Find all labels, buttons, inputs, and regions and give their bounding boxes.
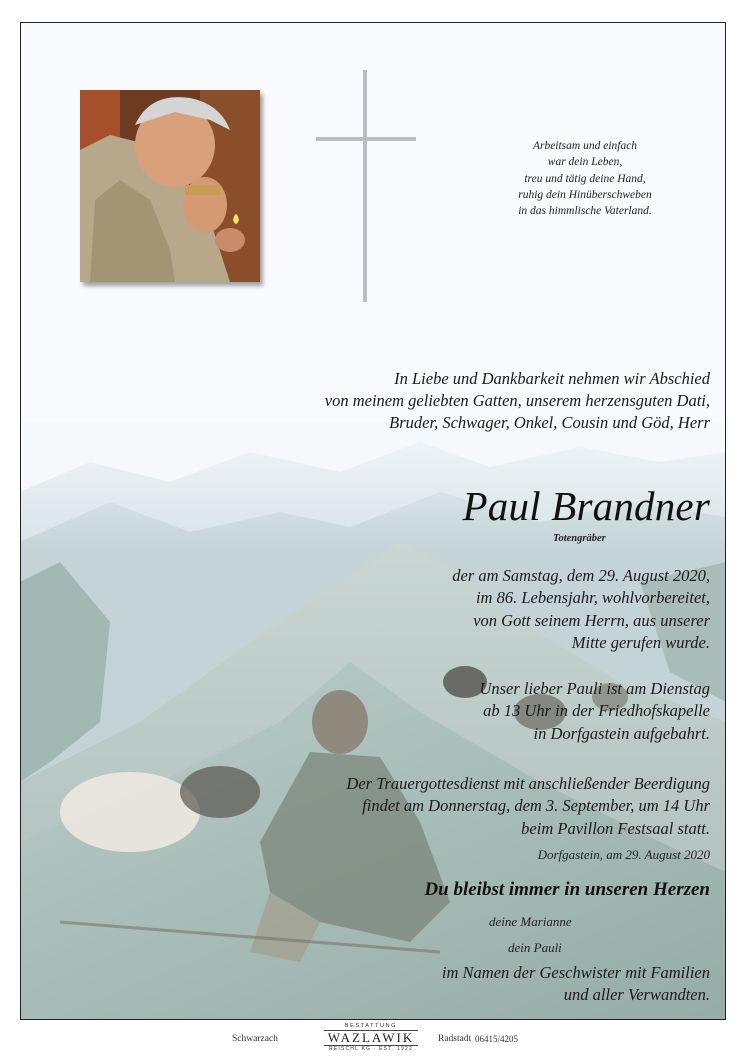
logo-top-text: BESTATTUNG: [344, 1023, 398, 1029]
viewing-info: [250, 678, 710, 745]
cross-icon: [316, 70, 416, 302]
logo-name: WAZLAWIK: [324, 1030, 418, 1046]
deceased-name: Paul Brandner: [462, 483, 710, 529]
funeral-info: [250, 773, 710, 840]
death-notice: [250, 565, 710, 654]
family-closing: [310, 962, 710, 1006]
family-line: und aller Verwandten.: [563, 985, 710, 1004]
footer-phone: 06415/4205: [475, 1034, 519, 1044]
poem-line: ruhig dein Hinüberschweben: [518, 188, 652, 201]
viewing-line: ab 13 Uhr in der Friedhofskapelle: [483, 701, 710, 721]
family-line: im Namen der Geschwister mit Familien: [441, 963, 710, 982]
intro-line: In Liebe und Dankbarkeit nehmen wir Abschied: [394, 369, 710, 388]
funeral-line: Der Trauergottesdienst mit anschließender Beerdigung: [346, 774, 710, 793]
funeral-line: beim Pavillon Festsaal statt.: [521, 818, 710, 838]
deceased-occupation: Totengräber: [553, 533, 606, 544]
farewell-intro: [150, 368, 710, 434]
logo-sub-text: REISCHL KG · EST. 1922: [328, 1046, 413, 1052]
poem: [480, 138, 690, 219]
poem-line: treu und tätig deine Hand,: [524, 172, 646, 185]
poem-line: in das himmlische Vaterland.: [518, 205, 652, 218]
notice-line: Mitte gerufen wurde.: [571, 632, 710, 652]
place-date: Dorfgastein, am 29. August 2020: [537, 847, 710, 862]
viewing-line: Unser lieber Pauli ist am Dienstag: [479, 679, 710, 698]
notice-line: von Gott seinem Herrn, aus unserer: [473, 610, 710, 630]
poem-line: war dein Leben,: [547, 156, 623, 169]
mourner-name: dein Pauli: [508, 940, 562, 955]
notice-line: im 86. Lebensjahr, wohlvorbereitet,: [475, 588, 710, 608]
intro-line: Bruder, Schwager, Onkel, Cousin und Göd, Herr: [389, 413, 710, 432]
footer: [0, 1022, 750, 1056]
poem-line: Arbeitsam und einfach: [532, 140, 638, 152]
portrait-photo: [80, 90, 260, 282]
notice-line: der am Samstag, dem 29. August 2020,: [452, 566, 710, 585]
viewing-line: in Dorfgastein aufgebahrt.: [533, 723, 710, 743]
footer-town-right: Radstadt: [438, 1034, 472, 1044]
intro-line: von meinem geliebten Gatten, unserem herzensguten Dati,: [324, 391, 710, 410]
funeral-home-logo: [306, 1023, 436, 1053]
funeral-line: findet am Donnerstag, dem 3. September, um 14 Uhr: [362, 796, 710, 816]
mourner-name: deine Marianne: [489, 914, 572, 929]
motto: Du bleibst immer in unseren Herzen: [424, 879, 710, 900]
footer-town-left: Schwarzach: [232, 1034, 278, 1044]
